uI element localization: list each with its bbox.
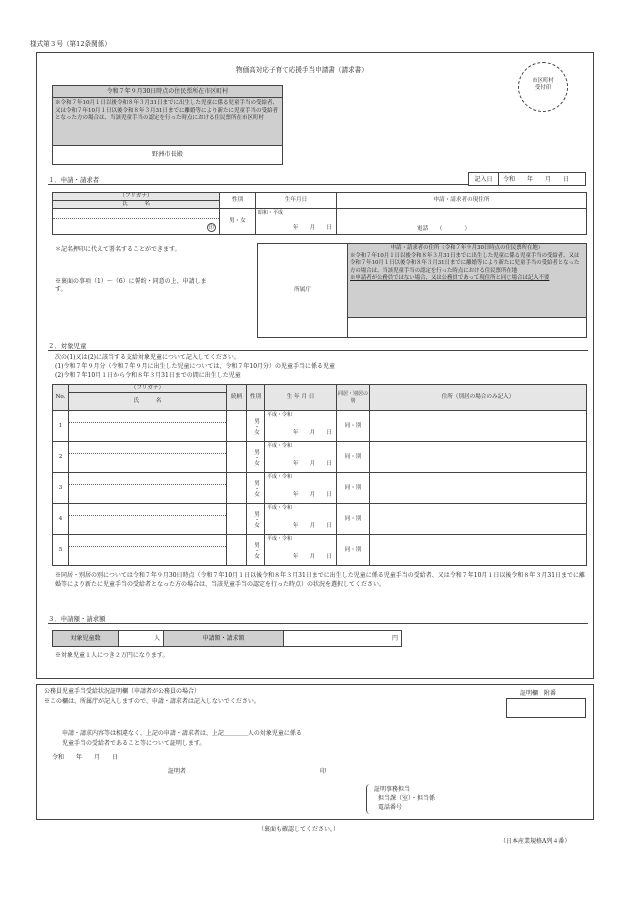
dob-era: 平成・令和 (267, 443, 293, 449)
cert-body-1: 申請・請求内容等は相違なく、上記の申請・請求者は、上記＿＿＿＿人の対象児童に係る (62, 730, 302, 737)
section3-note: ※対象児童１人につき２万円になります。 (55, 652, 169, 659)
dob-era: 平成・令和 (267, 412, 293, 418)
child-name-field[interactable] (69, 473, 227, 504)
cohab-field[interactable]: 同・別 (337, 504, 370, 535)
cohab-field[interactable]: 同・別 (337, 535, 370, 566)
row-no: 1 (53, 411, 69, 442)
table-row (53, 473, 587, 504)
notice-body: ※令和７年10月１日以後令和８年３月31日までに出生した児童に係る児童手当の受給者、又は令和７年10月１日以後令和８年３月31日までに離婚等により新たに児童手当の受給者となった方の場合は、当該児童手当の認定を行った時点における住民票所在市区町村 (53, 98, 282, 146)
table-row (53, 411, 587, 442)
furigana-line (69, 422, 226, 423)
address-field[interactable] (337, 209, 587, 235)
dob-value: 年 月 日 (292, 523, 332, 530)
children-table (52, 384, 587, 566)
applicant-name-field[interactable] (53, 209, 220, 235)
child-name-field[interactable] (69, 442, 227, 473)
office-table (257, 243, 587, 338)
section3-title: ３．申請額・請求額 (48, 615, 588, 624)
child-address-field[interactable] (370, 411, 587, 442)
col-no: No. (53, 385, 69, 411)
sign-note: ＊記名押印に代えて署名することができます。 (55, 246, 181, 253)
furigana-header: （フリガナ） (53, 193, 220, 201)
notice-box (52, 85, 283, 165)
row-no: 2 (53, 442, 69, 473)
section2-title: ２．対象児童 (48, 342, 588, 351)
child-gender-field[interactable]: 男・女 (247, 442, 265, 473)
col-cohab: 同居・別居の別 (337, 385, 370, 411)
dob-era: 平成・令和 (267, 536, 293, 542)
dob-header: 生年月日 (256, 193, 337, 209)
mayor-address: 野洲市長殿 (152, 151, 183, 158)
reception-stamp: 市区町村 受付印 (518, 62, 568, 112)
child-name-field[interactable] (69, 411, 227, 442)
relation-field[interactable] (227, 504, 247, 535)
relation-field[interactable] (227, 411, 247, 442)
cert-title: 公務員児童手当受給状況証明欄（申請者が公務員の場合） (44, 688, 201, 695)
amount-label: 申請額・請求額 (164, 631, 284, 646)
furigana-line (69, 546, 226, 547)
certifier-label: 証明者 (168, 768, 187, 775)
cert-body-2: 児童手当の受給者であること等について証明します。 (62, 740, 206, 747)
dob-value: 年 月 日 (292, 492, 332, 499)
child-dob-field[interactable] (265, 442, 337, 473)
dob-value: 年 月 日 (292, 554, 332, 561)
count-field[interactable] (119, 631, 164, 646)
section2-cond1: (1)令和７年９月分（令和７年９月に出生した児童については、令和７年10月分）の児童手当に係る児童 (55, 363, 336, 370)
section1-title: １．申請・請求者 (48, 176, 468, 185)
dob-field[interactable] (256, 209, 337, 235)
footer-standard: （日本産業規格A列４番） (500, 838, 571, 845)
office-address-field[interactable] (348, 318, 587, 338)
gender-field[interactable]: 男・女 (220, 209, 256, 235)
child-dob-field[interactable] (265, 535, 337, 566)
dob-value: 年 月 日 (292, 461, 332, 468)
office-label: 所属庁 (258, 244, 348, 338)
amount-unit: 円 (391, 635, 398, 642)
child-gender-field[interactable]: 男・女 (247, 411, 265, 442)
child-dob-field[interactable] (265, 411, 337, 442)
relation-field[interactable] (227, 535, 247, 566)
row-no: 3 (53, 473, 69, 504)
child-dob-field[interactable] (265, 473, 337, 504)
notice-header: 令和７年９月30日時点の住民票所在市区町村 (53, 86, 282, 98)
count-label: 対象児童数 (53, 631, 119, 646)
col-name: 氏 名 (69, 393, 227, 411)
col-relation: 続柄 (227, 385, 247, 411)
form-title: 物価高対応子育て応援手当申請書（請求書） (236, 66, 368, 74)
child-name-field[interactable] (69, 535, 227, 566)
office-line-3: 電話番号 (378, 804, 403, 811)
table-row (53, 504, 587, 535)
cert-number-field[interactable] (506, 698, 586, 718)
cohab-field[interactable]: 同・別 (337, 411, 370, 442)
form-reference: 様式第３号（第12条関係） (30, 40, 111, 48)
col-gender: 性別 (247, 385, 265, 411)
amount-row (52, 630, 402, 647)
dob-era: 昭和・平成 (258, 210, 284, 216)
cert-note: ※この欄は、所属庁が記入しますので、申請・請求者は記入しないでください。 (44, 698, 260, 705)
relation-field[interactable] (227, 442, 247, 473)
child-address-field[interactable] (370, 535, 587, 566)
amount-field[interactable] (284, 631, 401, 646)
furigana-line (69, 515, 226, 516)
phone-label: 電話 （ ） (417, 226, 471, 233)
child-gender-field[interactable]: 男・女 (247, 504, 265, 535)
child-address-field[interactable] (370, 442, 587, 473)
entry-date-label: 記入日 (469, 173, 499, 185)
cohab-field[interactable]: 同・別 (337, 473, 370, 504)
table-row (53, 442, 587, 473)
furigana-line (53, 218, 219, 219)
row-no: 5 (53, 535, 69, 566)
col-address: 住所（別居の場合のみ記入） (370, 385, 587, 411)
row-no: 4 (53, 504, 69, 535)
dob-era: 平成・令和 (267, 474, 293, 480)
applicant-table (52, 192, 587, 235)
registered-address-body: ※令和７年10月１日以後令和８年３月31日までに出生した児童に係る児童手当の受給者、又は令和７年10月１日以後令和８年３月31日までに離婚等により新たに児童手当の受給者となった方の場合は、当該児童手当の認定を行った時点における住民票所在地 (350, 252, 580, 274)
entry-date-box (468, 172, 586, 186)
cohab-field[interactable]: 同・別 (337, 442, 370, 473)
dob-value: 年 月 日 (292, 225, 332, 232)
furigana-line (69, 453, 226, 454)
certifier-seal: 印 (320, 768, 327, 775)
cert-date: 令和 年 月 日 (52, 754, 119, 761)
seal-mark: 印 (208, 225, 214, 231)
cert-box-label: 証明欄 附番 (520, 690, 557, 697)
count-unit: 人 (153, 635, 160, 642)
child-address-field[interactable] (370, 504, 587, 535)
office-line-2: 担当課（室）・担当係 (378, 795, 436, 802)
name-header: 氏 名 (53, 201, 220, 209)
section2-intro: 次の(1)又は(2)に該当する支給対象児童について記入してください。 (55, 354, 240, 361)
footer-back-note: （裏面も確認してください。） (258, 826, 340, 833)
dob-era: 平成・令和 (267, 505, 293, 511)
child-address-field[interactable] (370, 473, 587, 504)
child-dob-field[interactable] (265, 504, 337, 535)
registered-address-header: 申請・請求者の住所（令和７年９月30日時点の住民票所在地） (390, 245, 544, 251)
gender-header: 性別 (220, 193, 256, 209)
registered-address-note: ※申請者が公務員ではない場合、又は公務員であって現住所と同じ場合は記入不要 (350, 275, 550, 282)
address-header: 申請・請求者の現住所 (337, 193, 587, 209)
agree-note: ※裏面の事項（1）～（6）に誓約・同意の上、申請します。 (55, 278, 207, 293)
col-dob: 生 年 月 日 (265, 385, 337, 411)
child-gender-field[interactable]: 男・女 (247, 473, 265, 504)
registered-address-box (348, 244, 587, 318)
entry-date-field[interactable]: 令和 年 月 日 (503, 176, 570, 183)
office-line-1: 証明事務担当 (374, 786, 411, 793)
table-row (53, 535, 587, 566)
relation-field[interactable] (227, 473, 247, 504)
section2-footnote: ※同居・別居の別については令和７年９月30日時点（令和７年10月１日以後令和８年３月31日までに出生した児童に係る児童手当の受給者、又は令和７年10月１日以後令和８年３月31日までに離婚等により新たに児童手当の受給者となった方の場合は、当該児童手当の認定を行った時点）の状況を選択してください。 (55, 572, 586, 588)
child-gender-field[interactable]: 男・女 (247, 535, 265, 566)
section2-cond2: (2)令和７年10月１日から令和８年３月31日までの間に出生した児童 (55, 372, 241, 379)
child-name-field[interactable] (69, 504, 227, 535)
col-furigana: （フリガナ） (69, 385, 227, 393)
furigana-line (69, 484, 226, 485)
dob-value: 年 月 日 (292, 430, 332, 437)
